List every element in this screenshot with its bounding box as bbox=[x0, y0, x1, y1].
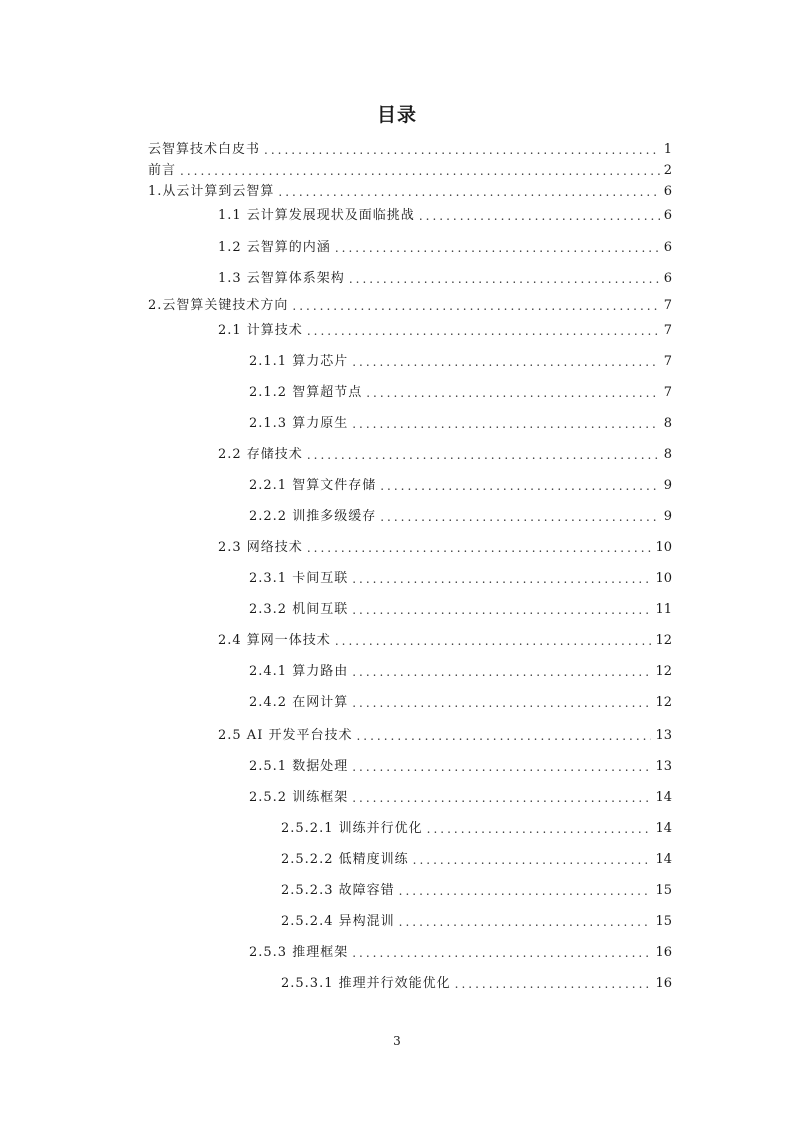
toc-entry-label: 2.云智算关键技术方向 bbox=[148, 298, 289, 313]
toc-title: 目录 bbox=[376, 104, 417, 126]
toc-entry-label: 1.1 云计算发展现状及面临挑战 bbox=[218, 208, 415, 223]
dot-leader bbox=[352, 757, 651, 777]
dot-leader bbox=[399, 881, 652, 901]
toc-entry-page: 12 bbox=[655, 633, 672, 648]
dot-leader bbox=[380, 507, 660, 527]
dot-leader bbox=[180, 161, 660, 181]
toc-entry[interactable] bbox=[148, 140, 672, 160]
toc-entry-label: 2.4.1 算力路由 bbox=[249, 664, 349, 679]
page-number: 3 bbox=[393, 1034, 401, 1048]
toc-entry-label: 2.5.3 推理框架 bbox=[249, 945, 349, 960]
toc-entry-page: 12 bbox=[655, 695, 672, 710]
toc-entry-label: 2.2 存储技术 bbox=[218, 447, 303, 462]
toc-entry-page: 11 bbox=[655, 602, 672, 617]
toc-entry[interactable] bbox=[281, 974, 672, 994]
toc-entry[interactable] bbox=[249, 352, 672, 372]
dot-leader bbox=[352, 352, 660, 372]
toc-entry-label: 2.1.1 算力芯片 bbox=[249, 354, 349, 369]
toc-entry-label: 2.5.2 训练框架 bbox=[249, 790, 349, 805]
toc-entry-page: 9 bbox=[663, 478, 672, 493]
toc-entry-label: 2.5.3.1 推理并行效能优化 bbox=[281, 976, 451, 991]
toc-entry[interactable] bbox=[281, 819, 672, 839]
toc-entry[interactable] bbox=[281, 850, 672, 870]
dot-leader bbox=[264, 140, 660, 160]
toc-entry-page: 13 bbox=[655, 759, 672, 774]
toc-entry-label: 2.2.1 智算文件存储 bbox=[249, 478, 377, 493]
toc-entry-page: 6 bbox=[663, 208, 672, 223]
toc-entry-label: 云智算技术白皮书 bbox=[148, 142, 261, 157]
dot-leader bbox=[292, 296, 659, 316]
dot-leader bbox=[352, 569, 651, 589]
toc-entry[interactable] bbox=[249, 757, 672, 777]
dot-leader bbox=[352, 693, 651, 713]
dot-leader bbox=[307, 538, 652, 558]
toc-entry-label: 2.4.2 在网计算 bbox=[249, 695, 349, 710]
toc-entry[interactable] bbox=[249, 507, 672, 527]
toc-entry-page: 8 bbox=[663, 447, 672, 462]
dot-leader bbox=[352, 788, 651, 808]
dot-leader bbox=[356, 726, 651, 746]
dot-leader bbox=[335, 631, 652, 651]
toc-entry-page: 6 bbox=[663, 240, 672, 255]
toc-entry-label: 2.5 AI 开发平台技术 bbox=[218, 728, 353, 743]
dot-leader bbox=[419, 206, 660, 226]
toc-entry-label: 2.5.2.3 故障容错 bbox=[281, 883, 395, 898]
dot-leader bbox=[278, 182, 659, 202]
toc-entry[interactable] bbox=[249, 693, 672, 713]
toc-entry-page: 9 bbox=[663, 509, 672, 524]
toc-entry[interactable] bbox=[249, 414, 672, 434]
toc-entry-page: 6 bbox=[663, 184, 672, 199]
toc-entry-page: 2 bbox=[663, 163, 672, 178]
dot-leader bbox=[335, 238, 660, 258]
toc-entry[interactable] bbox=[218, 321, 672, 341]
toc-entry-label: 2.3.1 卡间互联 bbox=[249, 571, 349, 586]
toc-entry-label: 2.3.2 机间互联 bbox=[249, 602, 349, 617]
toc-entry[interactable] bbox=[281, 881, 672, 901]
toc-entry-page: 7 bbox=[663, 354, 672, 369]
toc-entry-label: 2.5.2.4 异构混训 bbox=[281, 914, 395, 929]
toc-entry[interactable] bbox=[148, 182, 672, 202]
toc-entry[interactable] bbox=[249, 788, 672, 808]
toc-entry-label: 1.从云计算到云智算 bbox=[148, 184, 275, 199]
toc-entry[interactable] bbox=[218, 269, 672, 289]
toc-entry[interactable] bbox=[148, 161, 672, 181]
toc-entry-page: 15 bbox=[655, 883, 672, 898]
toc-entry-page: 14 bbox=[655, 852, 672, 867]
toc-entry-page: 6 bbox=[663, 271, 672, 286]
toc-entry-label: 1.3 云智算体系架构 bbox=[218, 271, 345, 286]
toc-entry-label: 2.5.1 数据处理 bbox=[249, 759, 349, 774]
dot-leader bbox=[427, 819, 652, 839]
toc-entry-page: 15 bbox=[655, 914, 672, 929]
toc-entry[interactable] bbox=[249, 569, 672, 589]
dot-leader bbox=[413, 850, 652, 870]
toc-entry[interactable] bbox=[218, 631, 672, 651]
dot-leader bbox=[349, 269, 660, 289]
toc-entry-label: 2.5.2.2 低精度训练 bbox=[281, 852, 409, 867]
dot-leader bbox=[307, 445, 660, 465]
toc-entry-label: 2.1 计算技术 bbox=[218, 323, 303, 338]
toc-entry-page: 7 bbox=[663, 385, 672, 400]
toc-entry[interactable] bbox=[218, 538, 672, 558]
dot-leader bbox=[352, 662, 651, 682]
toc-entry-label: 2.4 算网一体技术 bbox=[218, 633, 331, 648]
toc-entry[interactable] bbox=[218, 238, 672, 258]
toc-entry-page: 16 bbox=[655, 976, 672, 991]
toc-entry-page: 14 bbox=[655, 821, 672, 836]
toc-entry-page: 7 bbox=[663, 298, 672, 313]
dot-leader bbox=[380, 476, 660, 496]
toc-entry-page: 13 bbox=[655, 728, 672, 743]
toc-entry[interactable] bbox=[218, 726, 672, 746]
dot-leader bbox=[455, 974, 652, 994]
dot-leader bbox=[352, 943, 651, 963]
dot-leader bbox=[352, 414, 660, 434]
toc-entry[interactable] bbox=[249, 943, 672, 963]
toc-entry[interactable] bbox=[249, 383, 672, 403]
dot-leader bbox=[366, 383, 660, 403]
toc-entry-label: 2.1.2 智算超节点 bbox=[249, 385, 363, 400]
toc-entry-label: 2.5.2.1 训练并行优化 bbox=[281, 821, 423, 836]
toc-entry-label: 前言 bbox=[148, 163, 177, 178]
toc-entry-page: 10 bbox=[655, 571, 672, 586]
toc-entry[interactable] bbox=[249, 476, 672, 496]
dot-leader bbox=[307, 321, 660, 341]
toc-entry[interactable] bbox=[249, 600, 672, 620]
toc-entry-label: 2.2.2 训推多级缓存 bbox=[249, 509, 377, 524]
toc-entry[interactable] bbox=[218, 445, 672, 465]
toc-entry[interactable] bbox=[148, 296, 672, 316]
toc-entry-label: 2.3 网络技术 bbox=[218, 540, 303, 555]
toc-entry-page: 7 bbox=[663, 323, 672, 338]
dot-leader bbox=[399, 912, 652, 932]
dot-leader bbox=[352, 600, 651, 620]
toc-entry-page: 12 bbox=[655, 664, 672, 679]
toc-entry[interactable] bbox=[281, 912, 672, 932]
toc-entry-page: 14 bbox=[655, 790, 672, 805]
toc-entry[interactable] bbox=[218, 206, 672, 226]
toc-entry-page: 16 bbox=[655, 945, 672, 960]
toc-entry-page: 1 bbox=[663, 142, 672, 157]
toc-entry-label: 1.2 云智算的内涵 bbox=[218, 240, 331, 255]
toc-entry[interactable] bbox=[249, 662, 672, 682]
toc-entry-page: 10 bbox=[655, 540, 672, 555]
toc-entry-page: 8 bbox=[663, 416, 672, 431]
toc-entry-label: 2.1.3 算力原生 bbox=[249, 416, 349, 431]
